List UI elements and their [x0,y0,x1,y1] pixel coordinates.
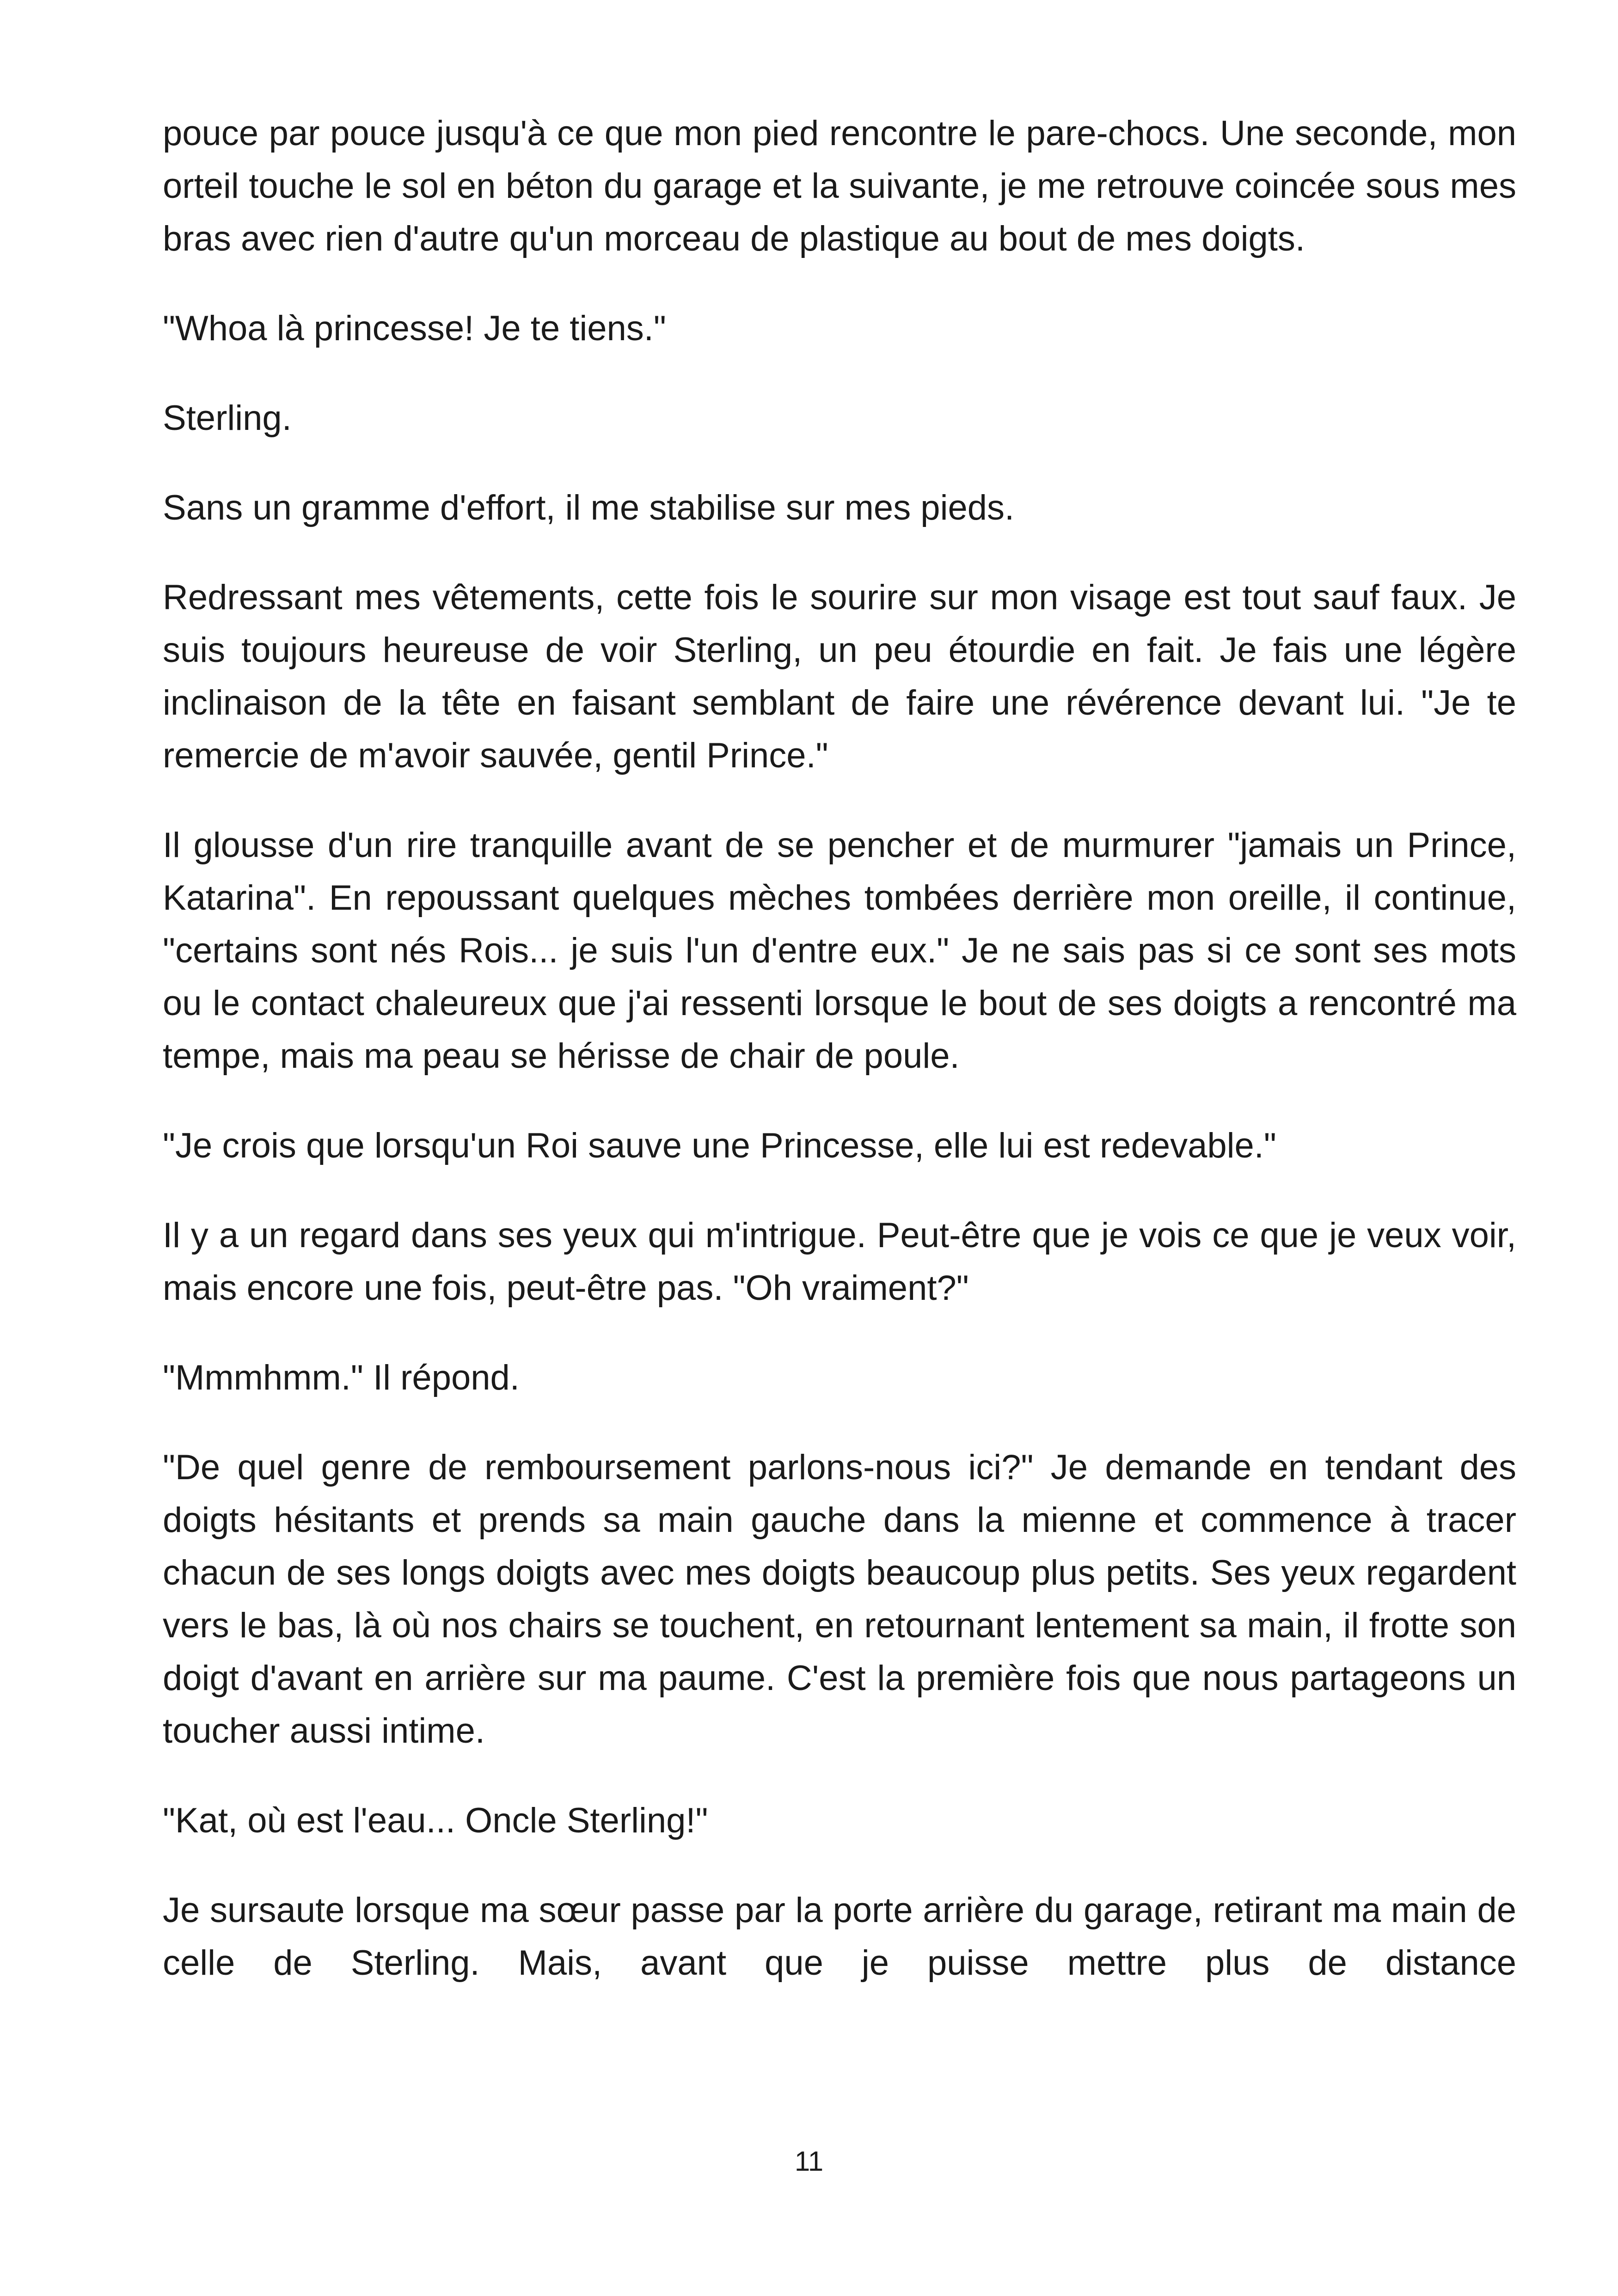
body-text [163,107,1516,2027]
page-number: 11 [794,2146,824,2177]
paragraph: "Whoa là princesse! Je te tiens." [163,309,666,348]
paragraph: "Kat, où est l'eau... Oncle Sterling!" [163,1801,708,1840]
paragraph: "De quel genre de remboursement parlons-nous ici?" Je demande en tendant des doigts hésitants et prends sa main gauche dans la mienne et commence à tracer chacun de ses longs doigts avec mes doigts beaucoup plus petits. Ses yeux regardent vers le bas, là où nos chairs se touchent, en retournant lentement sa main, il frotte son doigt d'avant en arrière sur ma paume. C'est la première fois que nous partageons un toucher aussi intime. [163,1448,1516,1751]
paragraph: Sterling. [163,398,292,438]
paragraph: Redressant mes vêtements, cette fois le sourire sur mon visage est tout sauf faux. Je suis toujours heureuse de voir Sterling, un peu étourdie en fait. Je fais une légère inclinaison de la tête en faisant semblant de faire une révérence devant lui. "Je te remercie de m'avoir sauvée, gentil Prince." [163,578,1516,775]
paragraph: Il y a un regard dans ses yeux qui m'intrigue. Peut-être que je vois ce que je veux voir, mais encore une fois, peut-être pas. "Oh vraiment?" [163,1216,1516,1308]
paragraph: Sans un gramme d'effort, il me stabilise sur mes pieds. [163,488,1015,527]
paragraph: Il glousse d'un rire tranquille avant de se pencher et de murmurer "jamais un Prince, Katarina". En repoussant quelques mèches tombées derrière mon oreille, il continue, "certains sont nés Rois... je suis l'un d'entre eux." Je ne sais pas si ce sont ses mots ou le contact chaleureux que j'ai ressenti lorsque le bout de ses doigts a rencontré ma tempe, mais ma peau se hérisse de chair de poule. [163,826,1516,1076]
paragraph: "Je crois que lorsqu'un Roi sauve une Princesse, elle lui est redevable." [163,1126,1276,1165]
paragraph: "Mmmhmm." Il répond. [163,1358,520,1397]
paragraph: pouce par pouce jusqu'à ce que mon pied rencontre le pare-chocs. Une seconde, mon orteil touche le sol en béton du garage et la suivante, je me retrouve coincée sous mes bras avec rien d'autre qu'un morceau de plastique au bout de mes doigts. [163,114,1516,258]
paragraph: Je sursaute lorsque ma sœur passe par la porte arrière du garage, retirant ma main de celle de Sterling. Mais, avant que je puisse mettre plus de distance [163,1891,1516,1983]
